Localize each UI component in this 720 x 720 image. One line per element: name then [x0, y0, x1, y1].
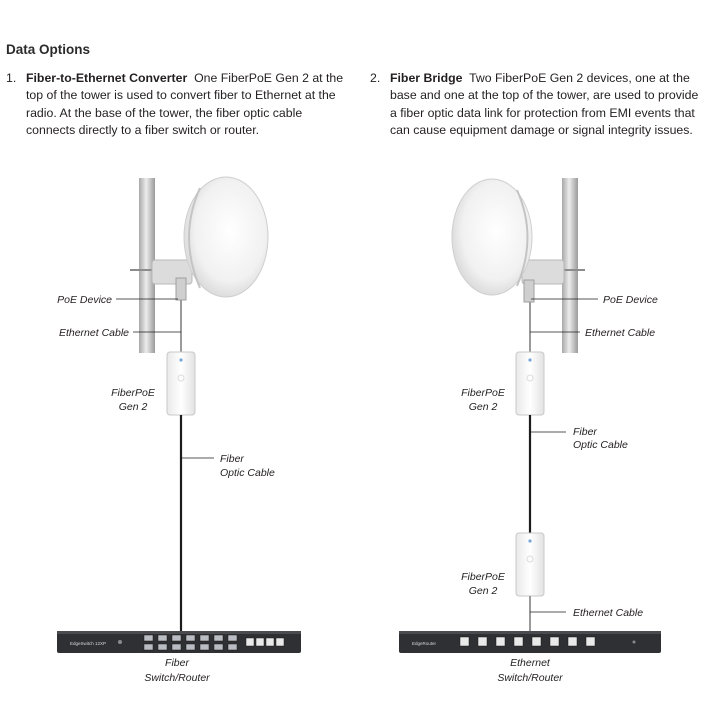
right-fiber-label-line2: Optic Cable [573, 439, 628, 451]
left-diagram [57, 177, 301, 684]
right-fiber-label-line1: Fiber [573, 426, 597, 438]
option-1-number: 1. [6, 71, 17, 85]
option-2-title: Fiber Bridge [390, 71, 463, 85]
left-poe-device [176, 278, 186, 300]
option-2-number: 2. [370, 71, 381, 85]
option-1-title: Fiber-to-Ethernet Converter [26, 71, 188, 85]
right-ethernet-cable-bottom-label: Ethernet Cable [573, 607, 644, 619]
right-fiberpoe-bottom-label-line2: Gen 2 [468, 585, 498, 597]
right-ethernet-router [399, 631, 661, 653]
left-ethernet-cable-label: Ethernet Cable [58, 327, 129, 339]
option-2 [370, 70, 700, 139]
option-2-text: Two FiberPoE Gen 2 devices, one at the base and one at the top of the tower, are used to provide a fiber optic data link for protection from EMI events that can cause equipment damage or signal integrity issues. [390, 71, 699, 137]
left-switch-label-line1: Fiber [165, 657, 189, 669]
right-fiberpoe-top-label-line2: Gen 2 [468, 401, 498, 413]
left-dish-antenna [152, 177, 268, 297]
left-fiber-label-line1: Fiber [220, 453, 244, 465]
left-fiberpoe-label-line2: Gen 2 [118, 401, 148, 413]
left-poe-device-label: PoE Device [57, 294, 112, 306]
option-1 [6, 70, 351, 139]
right-ethernet-cable-top-label: Ethernet Cable [585, 327, 656, 339]
left-switch-brand: EdgeSwitch 12XP [70, 641, 107, 646]
right-router-brand: EdgeRouter [412, 641, 437, 646]
data-options-diagram [0, 165, 720, 720]
right-router-label-line1: Ethernet [510, 657, 550, 669]
section-title: Data Options [6, 42, 91, 57]
left-switch-label-line2: Switch/Router [144, 672, 210, 684]
right-fiberpoe-top-label-line1: FiberPoE [461, 387, 505, 399]
option-1-text: One FiberPoE Gen 2 at the top of the tower is used to convert fiber to Ethernet at the radio. At the base of the tower, the fiber optic cable connects directly to a fiber switch or router. [26, 71, 344, 137]
right-router-label-line2: Switch/Router [497, 672, 563, 684]
left-fiberpoe-label-line1: FiberPoE [111, 387, 155, 399]
right-dish-antenna [452, 179, 564, 295]
left-fiber-switch [57, 631, 301, 653]
right-diagram [399, 178, 661, 684]
right-poe-device-label: PoE Device [603, 294, 658, 306]
left-fiber-label-line2: Optic Cable [220, 467, 275, 479]
right-fiberpoe-bottom-label-line1: FiberPoE [461, 571, 505, 583]
